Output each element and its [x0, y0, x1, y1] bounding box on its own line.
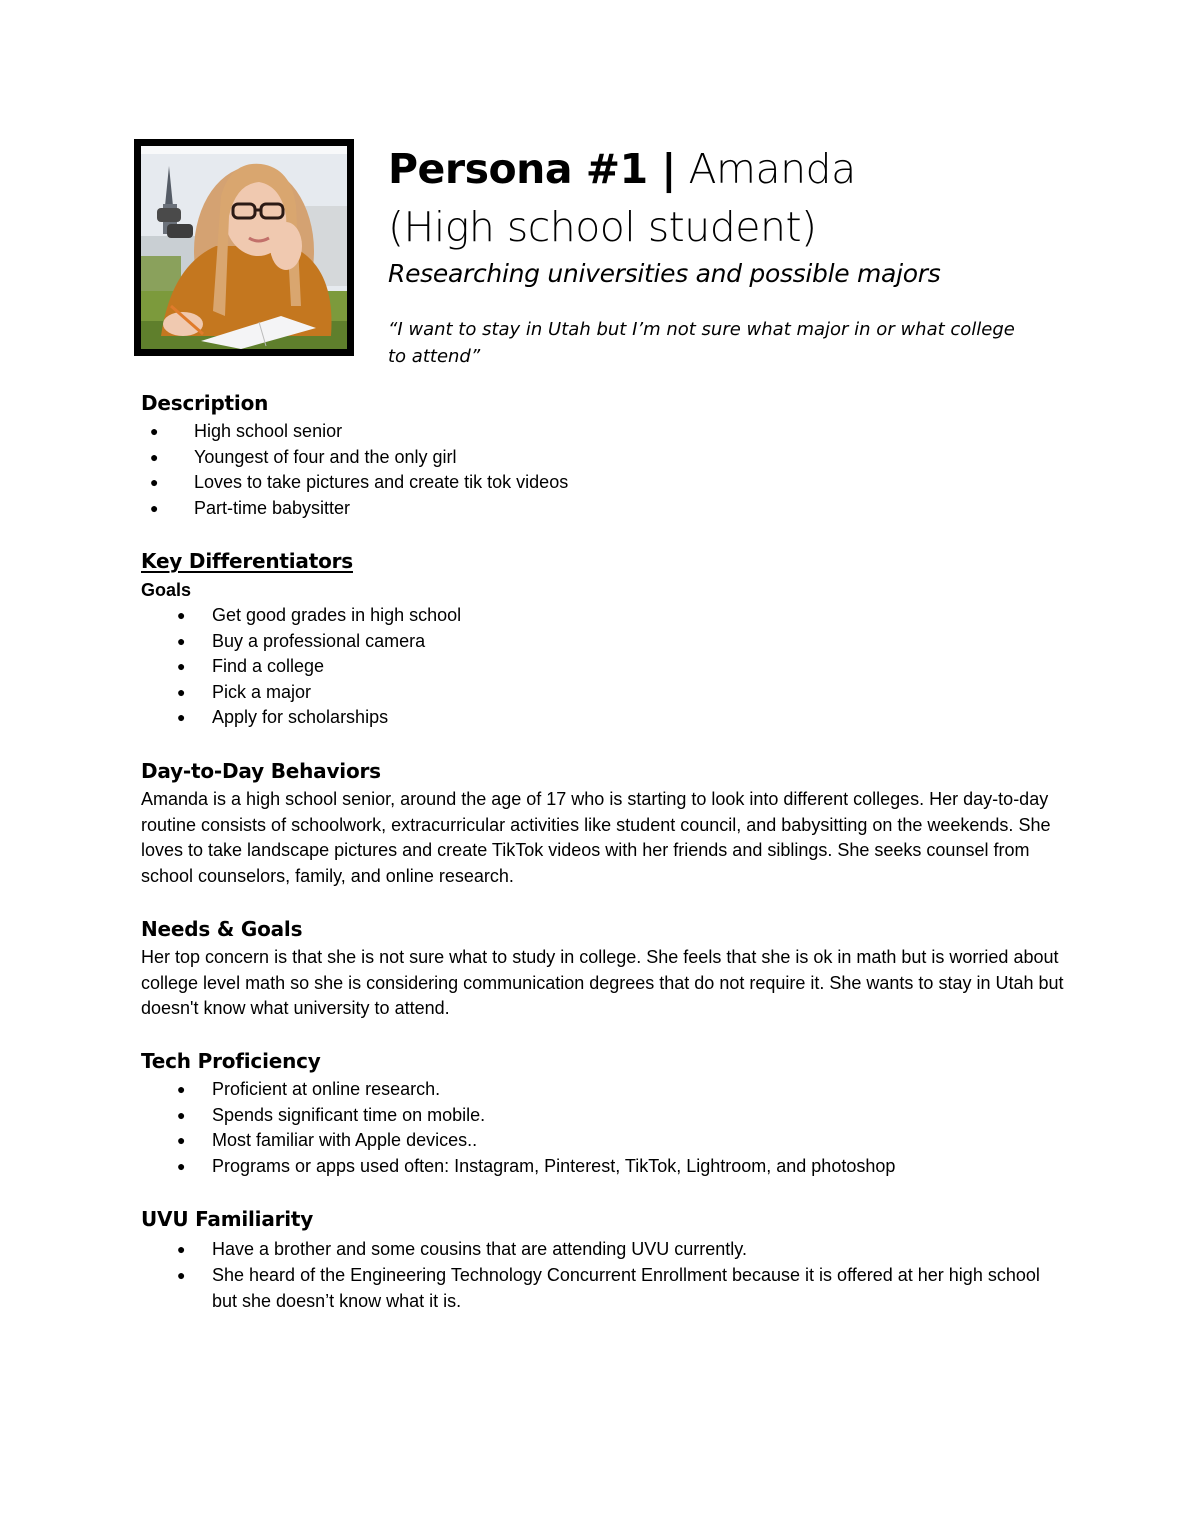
- day-to-day-text: Amanda is a high school senior, around the age of 17 who is starting to look into different colleges. Her day-to-day routine consists of schoolwork, extracurricular activities like student council, and babysitting on the weekends. She loves to take landscape pictures and create TikTok videos with her friends and siblings. She seeks counsel from school counselors, family, and online research.: [141, 789, 1051, 886]
- needs-goals-heading: Needs & Goals: [141, 917, 303, 941]
- list-item: ● Youngest of four and the only girl: [150, 445, 568, 471]
- persona-quote: “I want to stay in Utah but I’m not sure what major in or what college to attend”: [388, 319, 1015, 367]
- needs-goals-text: Her top concern is that she is not sure what to study in college. She feels that she is ok in math but is worried about college level math so she is considering communication degrees that do not require it. She wants to stay in Utah but doesn't know what university to attend.: [141, 947, 1064, 1019]
- description-list: [150, 419, 568, 521]
- persona-subtitle: Researching universities and possible majors: [388, 259, 941, 288]
- tech-proficiency-list: [177, 1077, 895, 1179]
- list-item: ● Proficient at online research.: [177, 1077, 895, 1103]
- uvu-familiarity-list: [177, 1236, 1057, 1314]
- page-title: [388, 140, 1108, 256]
- list-item: ● Loves to take pictures and create tik tok videos: [150, 470, 568, 496]
- list-item: ● Most familiar with Apple devices..: [177, 1128, 895, 1154]
- list-item: ● Pick a major: [177, 680, 461, 706]
- tech-proficiency-heading: Tech Proficiency: [141, 1049, 321, 1073]
- day-to-day-heading: Day-to-Day Behaviors: [141, 759, 381, 783]
- list-item: ● Programs or apps used often: Instagram, Pinterest, TikTok, Lightroom, and photoshop: [177, 1154, 895, 1180]
- list-item: ● Get good grades in high school: [177, 603, 461, 629]
- title-line-1: [388, 140, 1108, 198]
- persona-name: Amanda: [675, 145, 856, 193]
- list-item: ● She heard of the Engineering Technology Concurrent Enrollment because it is offered at her high school but she doesn’t know what it is.: [177, 1262, 1057, 1314]
- portrait-image: [141, 146, 347, 349]
- goals-list: [177, 603, 461, 731]
- persona-photo: [134, 139, 354, 356]
- list-item: ● Apply for scholarships: [177, 705, 461, 731]
- list-item: ● Have a brother and some cousins that are attending UVU currently.: [177, 1236, 1057, 1262]
- list-item: ● High school senior: [150, 419, 568, 445]
- description-heading: Description: [141, 391, 269, 415]
- list-item: ● Part-time babysitter: [150, 496, 568, 522]
- persona-number: Persona #1 |: [388, 145, 676, 193]
- list-item: ● Buy a professional camera: [177, 629, 461, 655]
- uvu-familiarity-heading: UVU Familiarity: [141, 1207, 314, 1231]
- persona-role: (High school student): [388, 203, 817, 251]
- list-item: ● Spends significant time on mobile.: [177, 1103, 895, 1129]
- list-item: ● Find a college: [177, 654, 461, 680]
- key-differentiators-heading: Key Differentiators: [141, 549, 353, 573]
- goals-subheading: Goals: [141, 580, 192, 600]
